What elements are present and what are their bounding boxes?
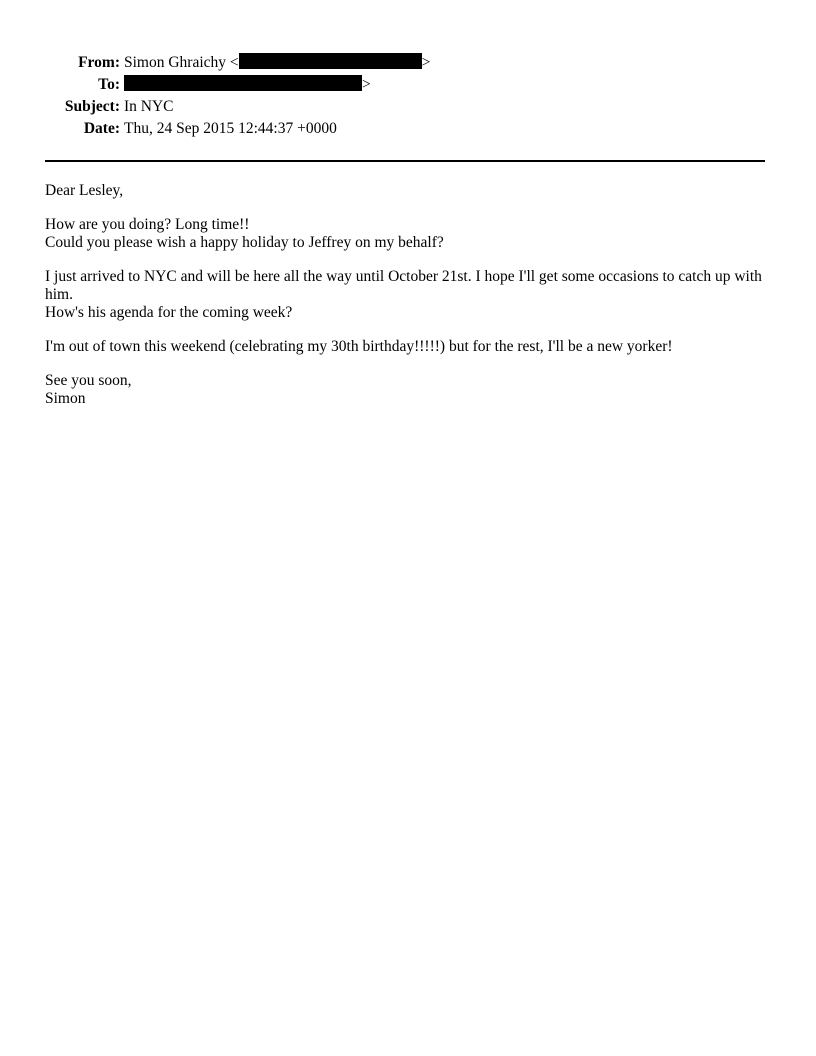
p2-line-1: I just arrived to NYC and will be here all the way until October 21st. I hope I'll get some occasions to catch up with him. xyxy=(45,268,762,303)
redaction-bar xyxy=(239,53,422,69)
paragraph-3: I'm out of town this weekend (celebrating my 30th birthday!!!!!) but for the rest, I'll be a new yorker! xyxy=(45,338,673,355)
subject-label: Subject: xyxy=(64,98,120,115)
to-value xyxy=(124,74,371,96)
signature: Simon xyxy=(45,390,86,407)
closing: See you soon, xyxy=(45,372,132,389)
from-row xyxy=(0,52,816,74)
date-value: Thu, 24 Sep 2015 12:44:37 +0000 xyxy=(124,120,337,137)
subject-row xyxy=(0,96,816,118)
sign-off xyxy=(45,372,770,408)
to-close: > xyxy=(362,76,371,93)
p2-line-2: How's his agenda for the coming week? xyxy=(45,304,293,321)
greeting: Dear Lesley, xyxy=(45,182,124,199)
from-name: Simon Ghraichy < xyxy=(124,54,239,71)
subject-value: In NYC xyxy=(124,98,174,115)
email-header xyxy=(0,52,816,140)
to-row xyxy=(0,74,816,96)
paragraph-1 xyxy=(45,216,770,252)
from-close: > xyxy=(421,54,431,71)
p1-line-2: Could you please wish a happy holiday to Jeffrey on my behalf? xyxy=(45,234,444,251)
p1-line-1: How are you doing? Long time!! xyxy=(45,216,250,233)
date-row xyxy=(0,118,816,140)
email-body xyxy=(45,182,770,424)
redaction-bar xyxy=(124,75,362,91)
header-divider xyxy=(45,160,765,162)
to-label: To: xyxy=(98,76,120,93)
date-label: Date: xyxy=(83,120,120,137)
from-value xyxy=(124,52,430,74)
paragraph-2 xyxy=(45,268,770,322)
from-label: From: xyxy=(78,54,120,71)
